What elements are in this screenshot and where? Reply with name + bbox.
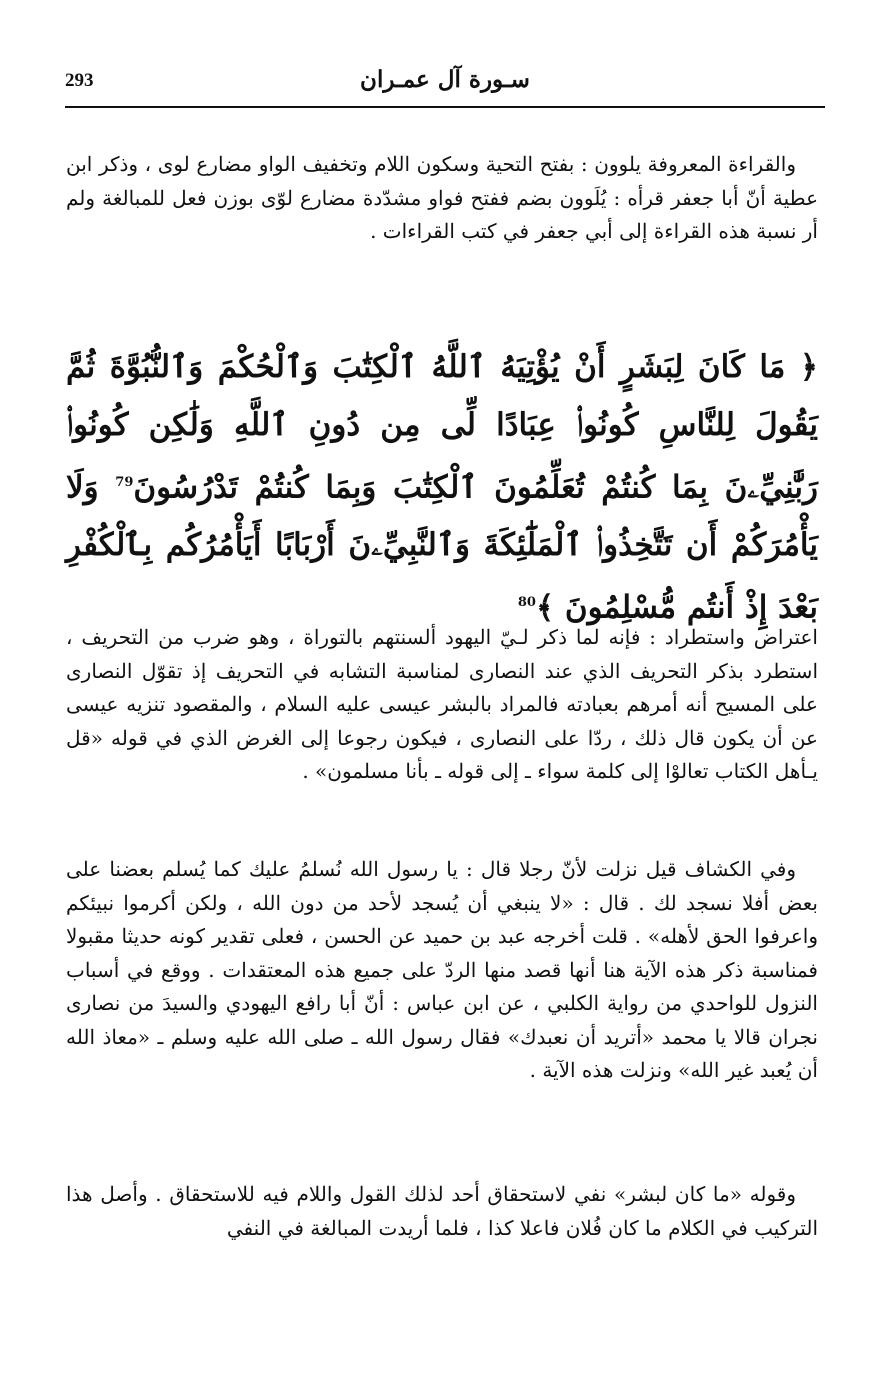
paragraph-text: والقراءة المعروفة يلوون : بفتح التحية وسكون اللام وتخفيف الواو مضارع لوى ، وذكر ابن عطية أنّ أبا جعفر قرأه : يُلَوون بضم ففتح فواو مشدّدة مضارع لوّى بوزن فعل للمبالغة ولم أر نسبة هذه القراءة إلى أبي جعفر في كتب القراءات . (66, 152, 818, 243)
verse-number: 80 (517, 595, 536, 611)
paragraph-qiraat (66, 148, 818, 249)
page-header (65, 66, 825, 108)
verse-number: 79 (115, 475, 134, 490)
paragraph-commentary (66, 621, 818, 789)
paragraph-text: وفي الكشاف قيل نزلت لأنّ رجلا قال : يا رسول الله نُسلمُ عليك كما يُسلم بعضنا على بعض أفلا نسجد لك . قال : «لا ينبغي أن يُسجد لأحد من دون الله ، ولكن أكرموا نبيئكم واعرفوا الحق لأهله» . قلت أخرجه عبد بن حميد عن الحسن ، فعلى تقدير كونه حديثا مقبولا فمناسبة ذكر هذه الآية هنا أنها قصد منها الردّ على جميع هذه المعتقدات . ووقع في أسباب النزول للواحدي من رواية الكلبي ، عن ابن عباس : أنّ أبا رافع اليهودي والسيدَ من نصارى نجران قالا يا محمد «أتريد أن نعبدك» فقال رسول الله ـ صلى الله عليه وسلم ـ «معاذ الله أن يُعبد غير الله» ونزلت هذه الآية . (66, 857, 818, 1082)
paragraph-text: اعتراض واستطراد : فإنه لما ذكر لـيّ اليهود ألسنتهم بالتوراة ، وهو ضرب من التحريف ، استطرد بذكر التحريف الذي عند النصارى لمناسبة التشابه في التحريف إذ تقوّل النصارى على المسيح أنه أمرهم بعبادته فالمراد بالبشر عيسى عليه السلام ، والمقصود تنزيه عيسى عن أن يكون قال ذلك ، ردّا على النصارى ، فيكون رجوعا إلى الغرض الذي في قوله «قل يـأهل الكتاب تعالوْا إلى كلمة سواء ـ إلى قوله ـ بأنا مسلمون» . (66, 625, 818, 783)
page-number: 293 (65, 70, 94, 91)
paragraph-kashshaf (66, 853, 818, 1088)
surah-title: سـورة آل عمـران (360, 66, 530, 93)
verse-text: وَلَا يَأْمُرَكُمْ أَن تَتَّخِذُوا۟ ٱلْمَلَٰٓئِكَةَ وَٱلنَّبِيِّۦنَ أَرْبَابًا أَيَأْمُرُكُم بِٱلْكُفْرِ بَعْدَ إِذْ أَنتُم مُّسْلِمُونَ ﴾ (66, 469, 818, 626)
paragraph-analysis (66, 1178, 818, 1245)
quran-verse (66, 338, 818, 637)
verse-text: ﴿ مَا كَانَ لِبَشَرٍ أَنْ يُؤْتِيَهُ ٱللَّهُ ٱلْكِتَٰبَ وَٱلْحُكْمَ وَٱلنُّبُوَّةَ ثُمَّ يَقُولَ لِلنَّاسِ كُونُوا۟ عِبَادًا لِّى مِن دُونِ ٱللَّهِ وَلَٰكِن كُونُوا۟ رَبَّٰنِيِّۦنَ بِمَا كُنتُمْ تُعَلِّمُونَ ٱلْكِتَٰبَ وَبِمَا كُنتُمْ تَدْرُسُونَ (66, 349, 818, 506)
paragraph-text: وقوله «ما كان لبشر» نفي لاستحقاق أحد لذلك القول واللام فيه للاستحقاق . وأصل هذا التركيب في الكلام ما كان فُلان فاعلا كذا ، فلما أريدت المبالغة في النفي (66, 1182, 818, 1240)
